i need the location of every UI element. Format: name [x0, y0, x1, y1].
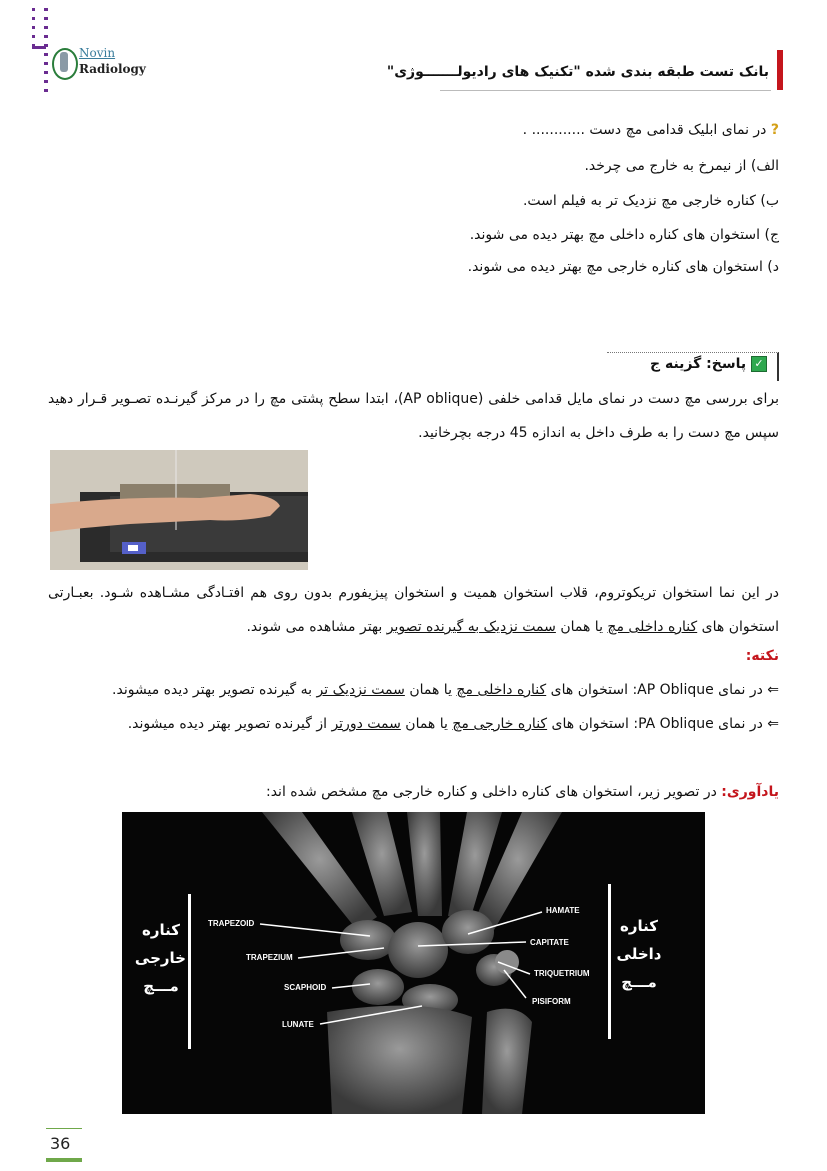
medial-label-line-1: کناره — [620, 917, 658, 935]
lateral-label-line-1: کناره — [142, 921, 180, 939]
page-number-underline — [46, 1158, 82, 1162]
note1-text-c: به گیرنده تصویر بهتر دیده میشوند. — [112, 682, 317, 698]
question-mark-icon: ? — [770, 122, 779, 138]
para2-text-a: در این نما استخوان تریکوتروم، قلاب استخوان همیت و استخوان پیزیفورم بدون روی هم افتـادگی مشـاهده شـود. بعبـارتی استخوان های — [48, 585, 779, 635]
label-trapezoid: TRAPEZOID — [208, 919, 255, 928]
page-number-top-line — [46, 1128, 82, 1129]
page-number: 36 — [50, 1134, 71, 1153]
para2-text-c: بهتر مشاهده می شوند. — [246, 619, 387, 635]
lateral-label-line-2: خارجی — [134, 949, 186, 967]
note2-underline-1: کناره خارجی مچ — [452, 716, 548, 732]
note-line-2 — [48, 716, 779, 732]
note2-underline-2: سمت دورتر — [331, 716, 401, 732]
label-trapezium: TRAPEZIUM — [246, 953, 293, 962]
medial-label-line-2: داخلی — [616, 945, 662, 963]
page-header-title: بانک تست طبقه بندی شده "تکنیک های رادیولـــــــوژی" — [386, 64, 769, 80]
header-red-bar — [777, 50, 783, 90]
reminder — [48, 784, 779, 800]
wrist-positioning-photo — [50, 450, 308, 570]
option-a: الف) از نیمرخ به خارج می چرخد. — [584, 158, 779, 174]
note2-text-c: از گیرنده تصویر بهتر دیده میشوند. — [127, 716, 332, 732]
logo-text-radiology: Radiology — [79, 62, 146, 76]
label-triquetrium: TRIQUETRIUM — [534, 969, 590, 978]
wrist-photo-illustration — [50, 450, 308, 570]
medial-label-line-3: مـــچ — [621, 973, 657, 991]
para2-underline-2: سمت نزدیک به گیرنده تصویر — [386, 619, 556, 635]
header-dots-left — [32, 8, 35, 48]
question-stem — [48, 122, 779, 138]
para2-text-b: یا همان — [555, 619, 608, 635]
note-line-1 — [48, 682, 779, 698]
header-divider — [440, 90, 771, 91]
answer-label-text: پاسخ: گزینه ج — [650, 356, 747, 372]
logo — [52, 46, 148, 86]
wrist-xray-figure — [122, 812, 705, 1114]
note1-underline-2: سمت نزدیک تر — [316, 682, 405, 698]
label-capitate: CAPITATE — [530, 938, 569, 947]
medial-side-label — [614, 912, 664, 996]
note2-text-b: یا همان — [400, 716, 453, 732]
answer-paragraph-2 — [48, 576, 779, 644]
note1-underline-1: کناره داخلی مچ — [456, 682, 547, 698]
label-pisiform: PISIFORM — [532, 997, 571, 1006]
question-text: در نمای ابلیک قدامی مچ دست ............ . — [522, 122, 767, 138]
checkmark-icon: ✓ — [751, 356, 767, 372]
header-bracket — [32, 46, 46, 49]
label-lunate: LUNATE — [282, 1020, 314, 1029]
reminder-text: در تصویر زیر، استخوان های کناره داخلی و کناره خارجی مچ مشخص شده اند: — [265, 784, 722, 800]
logo-figure-icon — [60, 52, 68, 72]
note-title: نکته: — [745, 648, 779, 664]
option-d: د) استخوان های کناره خارجی مچ بهتر دیده می شوند. — [467, 259, 779, 275]
note1-text-a: ⇐ در نمای AP Oblique: استخوان های — [546, 682, 779, 698]
note1-text-b: یا همان — [404, 682, 457, 698]
option-b: ب) کناره خارجی مچ نزدیک تر به فیلم است. — [522, 193, 779, 209]
label-scaphoid: SCAPHOID — [284, 983, 327, 992]
para2-underline-1: کناره داخلی مچ — [607, 619, 698, 635]
label-hamate: HAMATE — [546, 906, 580, 915]
answer-label — [650, 356, 767, 372]
header-dots — [44, 8, 48, 98]
logo-text-novin: Novin — [79, 46, 116, 60]
answer-paragraph-1: برای بررسی مچ دست در نمای مایل قدامی خلفی (AP oblique)، ابتدا سطح پشتی مچ را در مرکز گیرنـده تصـویر قـرار دهید سپس مچ دست را به طرف داخل به اندازه 45 درجه بچرخانید. — [48, 391, 780, 441]
reminder-title: یادآوری: — [721, 784, 779, 800]
lateral-side-label — [136, 916, 186, 1000]
lateral-label-line-3: مـــچ — [143, 977, 179, 995]
note2-text-a: ⇐ در نمای PA Oblique: استخوان های — [547, 716, 779, 732]
option-c: ج) استخوان های کناره داخلی مچ بهتر دیده می شوند. — [469, 227, 779, 243]
